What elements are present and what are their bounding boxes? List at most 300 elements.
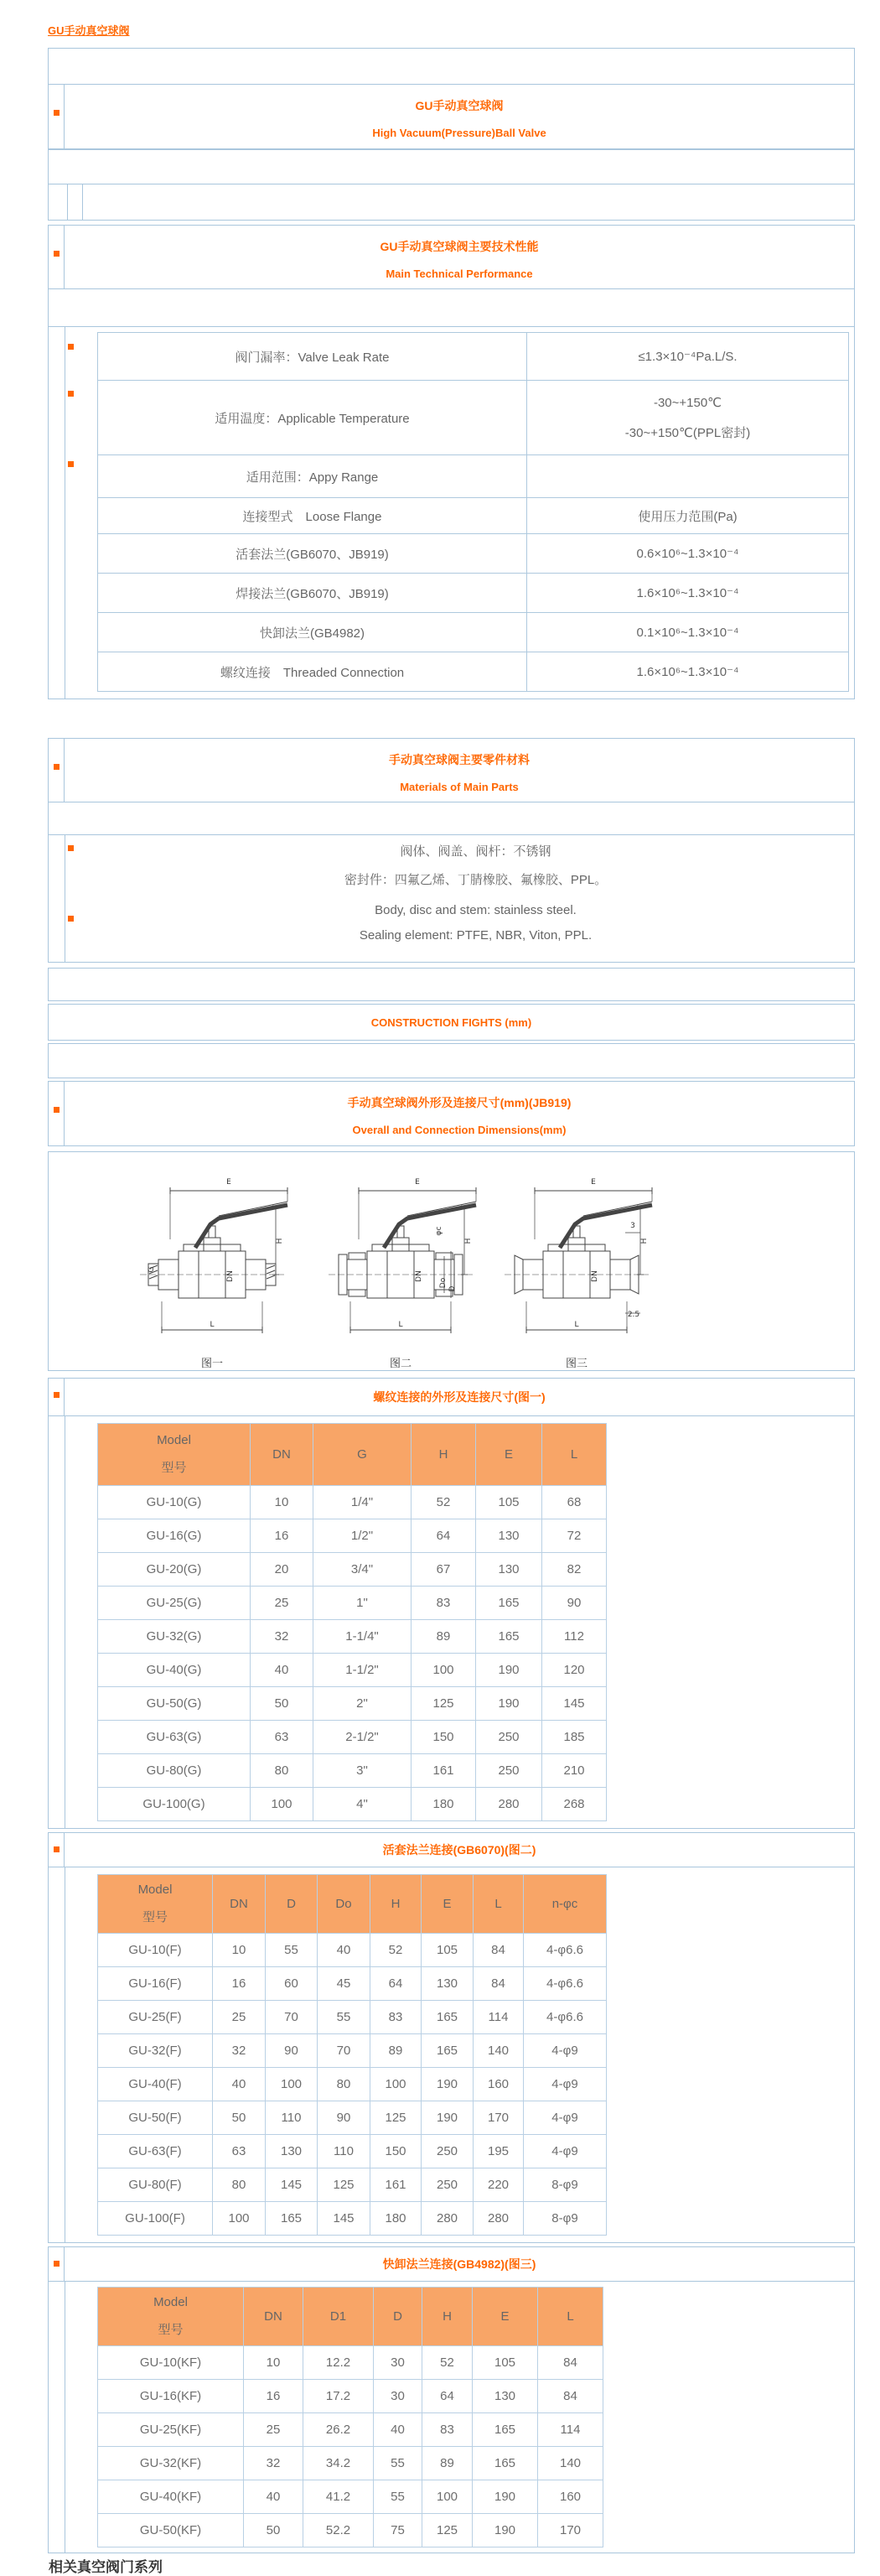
spec-cell: 75 — [374, 2514, 422, 2547]
table-row — [98, 1687, 607, 1721]
spec-cell: 52 — [422, 2346, 473, 2380]
spec-cell: 165 — [473, 2413, 538, 2447]
bullet-gutter — [49, 1379, 65, 1415]
bullet-icon — [68, 461, 74, 467]
spec-header-cell: DN — [251, 1424, 313, 1486]
performance-row — [98, 333, 848, 381]
dim-label: L — [210, 1321, 215, 1329]
spec-cell: 50 — [244, 2514, 303, 2547]
performance-label: 螺纹连接 Threaded Connection — [98, 652, 527, 691]
spec-cell: 110 — [318, 2135, 370, 2168]
spec-cell: 165 — [473, 2447, 538, 2480]
spec-cell: 268 — [542, 1788, 607, 1821]
spec-title-row — [49, 2247, 854, 2282]
spec-cell: 125 — [318, 2168, 370, 2202]
spec-cell: 140 — [538, 2447, 603, 2480]
spec-cell: GU-40(KF) — [98, 2480, 244, 2514]
spec-cell: 20 — [251, 1553, 313, 1587]
spec-cell: 100 — [266, 2068, 318, 2101]
spec-cell: 125 — [422, 2514, 473, 2547]
spec-cell: GU-40(F) — [98, 2068, 213, 2101]
intro-box — [48, 48, 855, 221]
spec-cell: 90 — [318, 2101, 370, 2135]
performance-title-zh: GU手动真空球阀主要技术性能 — [380, 240, 539, 253]
intro-title-zh: GU手动真空球阀 — [415, 99, 504, 112]
spec-cell: 84 — [538, 2380, 603, 2413]
dim-label: Do — [439, 1277, 448, 1289]
spec-cell: 12.2 — [303, 2346, 374, 2380]
figure-caption: 图二 — [389, 1357, 412, 1369]
spec-cell: 64 — [370, 1967, 422, 2001]
spec-cell: 165 — [266, 2202, 318, 2236]
spec-cell: 170 — [474, 2101, 524, 2135]
spec-header-cell: G — [313, 1424, 412, 1486]
spec-cell: 52.2 — [303, 2514, 374, 2547]
spec-cell: GU-10(F) — [98, 1934, 213, 1967]
spec-cell: 280 — [422, 2202, 474, 2236]
performance-row — [98, 652, 848, 691]
performance-value: 0.6×10⁶~1.3×10⁻⁴ — [636, 547, 739, 561]
table-row — [98, 2001, 607, 2034]
table-row — [98, 1654, 607, 1687]
spec-cell: 41.2 — [303, 2480, 374, 2514]
spec-cell: 3" — [313, 1754, 412, 1788]
performance-body — [49, 327, 854, 699]
spec-cell: GU-32(F) — [98, 2034, 213, 2068]
materials-section — [48, 738, 855, 963]
spec-header-cell: L — [474, 1875, 524, 1934]
spec-header-row — [98, 1875, 607, 1934]
intro-nested-cell — [68, 184, 83, 220]
dimensions-title-cell — [65, 1082, 854, 1145]
spec-cell: 280 — [474, 2202, 524, 2236]
spec-cell: 55 — [374, 2447, 422, 2480]
materials-line: 密封件：四氟乙烯、丁腈橡胶、氟橡胶、PPL。 — [344, 873, 608, 887]
spec-cell: 120 — [542, 1654, 607, 1687]
spec-cell: 50 — [251, 1687, 313, 1721]
spec-cell: 4-φ9 — [524, 2135, 607, 2168]
spec-cell: 1/2" — [313, 1519, 412, 1553]
spec-table-loose-flange — [97, 1874, 607, 2236]
spec-table-quick-release — [97, 2287, 603, 2547]
table-row — [98, 2202, 607, 2236]
dim-label: 2.5 — [627, 1311, 640, 1319]
spec-cell: 60 — [266, 1967, 318, 2001]
spec-cell: 180 — [370, 2202, 422, 2236]
spec-cell: 83 — [422, 2413, 473, 2447]
spec-header-cell: H — [412, 1424, 476, 1486]
spec-cell: 83 — [412, 1587, 476, 1620]
materials-title-zh: 手动真空球阀主要零件材料 — [389, 753, 530, 766]
dim-label: H — [640, 1238, 649, 1244]
spec-body — [49, 2282, 854, 2553]
spec-header-cell: Model 型号 — [98, 1875, 213, 1934]
spec-cell: 4-φ9 — [524, 2068, 607, 2101]
performance-label: 活套法兰(GB6070、JB919) — [98, 534, 527, 573]
performance-label: 适用温度：Applicable Temperature — [98, 381, 527, 454]
spec-cell: GU-25(G) — [98, 1587, 251, 1620]
spec-cell: 32 — [244, 2447, 303, 2480]
spec-body — [49, 1416, 854, 1828]
table-row — [98, 1553, 607, 1587]
performance-label: 连接型式 Loose Flange — [98, 498, 527, 533]
spec-cell: 4-φ9 — [524, 2101, 607, 2135]
spec-cell: 32 — [251, 1620, 313, 1654]
spec-cell: 52 — [412, 1486, 476, 1519]
spec-header-cell: L — [542, 1424, 607, 1486]
spec-cell: 2" — [313, 1687, 412, 1721]
spec-cell: 89 — [422, 2447, 473, 2480]
spec-cell: GU-63(G) — [98, 1721, 251, 1754]
spec-cell: 89 — [370, 2034, 422, 2068]
bullet-gutter — [49, 327, 65, 699]
spec-cell: 114 — [474, 2001, 524, 2034]
valve-diagram — [128, 1157, 296, 1353]
spec-cell: 83 — [370, 2001, 422, 2034]
spec-cell: 100 — [251, 1788, 313, 1821]
spec-cell: 185 — [542, 1721, 607, 1754]
performance-table — [97, 332, 849, 692]
spec-header-cell: L — [538, 2288, 603, 2346]
spec-cell: GU-16(F) — [98, 1967, 213, 2001]
spec-header-row — [98, 1424, 607, 1486]
spec-cell: 165 — [476, 1620, 542, 1654]
valve-diagram — [493, 1157, 660, 1353]
spec-title-row — [49, 1379, 854, 1416]
dim-label: DN — [226, 1270, 235, 1282]
figure-caption: 图三 — [565, 1357, 588, 1369]
bullet-icon — [68, 916, 74, 922]
spec-cell: 17.2 — [303, 2380, 374, 2413]
spec-cell: 280 — [476, 1788, 542, 1821]
spec-cell: 4" — [313, 1788, 412, 1821]
spec-cell: GU-25(F) — [98, 2001, 213, 2034]
performance-value — [527, 455, 848, 497]
spec-cell: 105 — [476, 1486, 542, 1519]
spec-cell: 150 — [370, 2135, 422, 2168]
bullet-icon — [68, 391, 74, 397]
spec-cell: 250 — [476, 1721, 542, 1754]
performance-label: 焊接法兰(GB6070、JB919) — [98, 574, 527, 612]
table-row — [98, 1620, 607, 1654]
table-row — [98, 1721, 607, 1754]
spec-header-cell: DN — [213, 1875, 266, 1934]
spec-cell: 165 — [422, 2034, 474, 2068]
spec-cell: 16 — [251, 1519, 313, 1553]
bullet-gutter — [49, 85, 65, 148]
performance-row — [98, 498, 848, 534]
spec-cell: 25 — [251, 1587, 313, 1620]
spec-cell: 105 — [422, 1934, 474, 1967]
spec-cell: 250 — [422, 2168, 474, 2202]
spec-cell: 130 — [422, 1967, 474, 2001]
dim-label: 3 — [630, 1222, 635, 1230]
intro-empty-row-2 — [49, 149, 854, 184]
spec-cell: 63 — [251, 1721, 313, 1754]
bullet-icon — [68, 344, 74, 350]
bullet-gutter — [49, 1416, 65, 1828]
spec-section-title: 快卸法兰连接(GB4982)(图三) — [382, 2257, 536, 2271]
dimensions-title-row — [49, 1082, 854, 1145]
spec-cell: 145 — [266, 2168, 318, 2202]
performance-row — [98, 381, 848, 455]
product-title-link[interactable]: GU手动真空球阀 — [48, 24, 130, 37]
spec-cell: GU-25(KF) — [98, 2413, 244, 2447]
spec-cell: GU-32(KF) — [98, 2447, 244, 2480]
spec-cell: 1-1/2" — [313, 1654, 412, 1687]
spec-cell: GU-10(G) — [98, 1486, 251, 1519]
table-row — [98, 1967, 607, 2001]
spec-cell: 16 — [213, 1967, 266, 2001]
construction-heading: CONSTRUCTION FIGHTS (mm) — [370, 1015, 532, 1029]
dim-label: L — [398, 1321, 403, 1329]
spec-cell: 190 — [476, 1687, 542, 1721]
spec-cell: 145 — [318, 2202, 370, 2236]
intro-title-cell — [65, 85, 854, 148]
spec-cell: 55 — [266, 1934, 318, 1967]
figure-1 — [128, 1157, 296, 1370]
performance-value: 使用压力范围(Pa) — [638, 509, 738, 524]
bullet-icon — [54, 1107, 60, 1113]
intro-title-row — [49, 85, 854, 149]
spec-cell: 8-φ9 — [524, 2202, 607, 2236]
performance-row — [98, 455, 848, 498]
performance-title-en: Main Technical Performance — [386, 267, 533, 280]
performance-value: 0.1×10⁶~1.3×10⁻⁴ — [636, 626, 739, 640]
spec-cell: 160 — [474, 2068, 524, 2101]
spec-cell: 190 — [473, 2514, 538, 2547]
spec-cell: GU-80(G) — [98, 1754, 251, 1788]
materials-title-cell — [65, 739, 854, 802]
spec-cell: GU-50(F) — [98, 2101, 213, 2135]
spec-cell: 55 — [318, 2001, 370, 2034]
spec-cell: 100 — [412, 1654, 476, 1687]
spec-cell: 40 — [251, 1654, 313, 1687]
spec-cell: GU-100(G) — [98, 1788, 251, 1821]
spec-cell: 130 — [476, 1553, 542, 1587]
materials-title-en: Materials of Main Parts — [400, 781, 519, 793]
spec-cell: 112 — [542, 1620, 607, 1654]
spec-cell: 4-φ6.6 — [524, 1967, 607, 2001]
spec-cell: GU-10(KF) — [98, 2346, 244, 2380]
spec-cell: 161 — [370, 2168, 422, 2202]
spec-cell: 130 — [266, 2135, 318, 2168]
spec-cell: 89 — [412, 1620, 476, 1654]
spec-cell: GU-63(F) — [98, 2135, 213, 2168]
spec-section-loose-flange — [48, 1832, 855, 2243]
spec-header-cell: H — [370, 1875, 422, 1934]
spec-header-cell: D — [266, 1875, 318, 1934]
spec-cell: 140 — [474, 2034, 524, 2068]
spec-cell: 34.2 — [303, 2447, 374, 2480]
spec-cell: 10 — [251, 1486, 313, 1519]
spec-cell: 72 — [542, 1519, 607, 1553]
spec-cell: 110 — [266, 2101, 318, 2135]
table-row — [98, 2346, 603, 2380]
materials-item-zh — [97, 842, 854, 888]
performance-label: 阀门漏率：Valve Leak Rate — [98, 333, 527, 380]
performance-title-row — [49, 226, 854, 289]
dimensions-title-zh: 手动真空球阀外形及连接尺寸(mm)(JB919) — [347, 1096, 572, 1109]
spec-cell: GU-16(KF) — [98, 2380, 244, 2413]
spec-cell: GU-20(G) — [98, 1553, 251, 1587]
spec-cell: 130 — [476, 1519, 542, 1553]
spec-cell: 30 — [374, 2380, 422, 2413]
table-row — [98, 2034, 607, 2068]
bullet-icon — [54, 110, 60, 116]
spec-cell: 8-φ9 — [524, 2168, 607, 2202]
dimensions-title-en: Overall and Connection Dimensions(mm) — [352, 1124, 567, 1136]
materials-line: Body, disc and stem: stainless steel. — [375, 903, 577, 917]
table-row — [98, 2135, 607, 2168]
spec-cell: 250 — [476, 1754, 542, 1788]
dim-label: DN — [415, 1270, 423, 1282]
intro-empty-row — [49, 49, 854, 85]
spec-cell: 190 — [476, 1654, 542, 1687]
bullet-gutter — [49, 1833, 65, 1867]
spec-cell: 52 — [370, 1934, 422, 1967]
table-row — [98, 2480, 603, 2514]
spec-cell: GU-32(G) — [98, 1620, 251, 1654]
intro-title-en: High Vacuum(Pressure)Ball Valve — [372, 127, 546, 139]
spec-header-cell: H — [422, 2288, 473, 2346]
spec-cell: GU-40(G) — [98, 1654, 251, 1687]
spec-section-title: 螺纹连接的外形及连接尺寸(图一) — [373, 1390, 546, 1404]
spec-section-title: 活套法兰连接(GB6070)(图二) — [382, 1843, 536, 1857]
intro-nested-row — [49, 184, 854, 220]
bullet-icon — [54, 764, 60, 770]
spec-cell: 30 — [374, 2346, 422, 2380]
spec-cell: 150 — [412, 1721, 476, 1754]
table-row — [98, 1754, 607, 1788]
spec-cell: 70 — [318, 2034, 370, 2068]
spec-header-cell: D1 — [303, 2288, 374, 2346]
spec-cell: 180 — [412, 1788, 476, 1821]
spec-cell: 250 — [422, 2135, 474, 2168]
figures-box — [48, 1151, 855, 1371]
dim-label: E — [226, 1178, 231, 1187]
performance-title-cell — [65, 226, 854, 288]
spec-cell: 80 — [318, 2068, 370, 2101]
spec-cell: 100 — [370, 2068, 422, 2101]
performance-row — [98, 534, 848, 574]
spec-cell: GU-16(G) — [98, 1519, 251, 1553]
performance-empty-row — [49, 289, 854, 327]
performance-value: 1.6×10⁶~1.3×10⁻⁴ — [636, 665, 739, 679]
spec-header-cell: E — [422, 1875, 474, 1934]
spec-cell: 32 — [213, 2034, 266, 2068]
spec-section-quick-release — [48, 2246, 855, 2553]
materials-line: Sealing element: PTFE, NBR, Viton, PPL. — [359, 928, 593, 943]
spec-cell: 160 — [538, 2480, 603, 2514]
spec-cell: 145 — [542, 1687, 607, 1721]
table-row — [98, 1934, 607, 1967]
performance-section — [48, 225, 855, 699]
spec-header-cell: n-φc — [524, 1875, 607, 1934]
bullet-icon — [54, 251, 60, 257]
dim-label: L — [574, 1321, 579, 1329]
spec-cell: 50 — [213, 2101, 266, 2135]
spec-cell: 10 — [244, 2346, 303, 2380]
spec-header-row — [98, 2288, 603, 2346]
dim-label: φc — [435, 1226, 443, 1236]
performance-label: 适用范围：Appy Range — [98, 455, 527, 497]
spec-cell: 130 — [473, 2380, 538, 2413]
spacer-box — [48, 1043, 855, 1078]
spec-title-row — [49, 1833, 854, 1867]
table-row — [98, 2447, 603, 2480]
spec-cell: 63 — [213, 2135, 266, 2168]
spec-cell: 90 — [266, 2034, 318, 2068]
performance-row — [98, 613, 848, 652]
spec-cell: 165 — [476, 1587, 542, 1620]
spec-cell: 80 — [213, 2168, 266, 2202]
spec-cell: 105 — [473, 2346, 538, 2380]
spec-cell: 125 — [370, 2101, 422, 2135]
spec-table-threaded — [97, 1423, 607, 1821]
table-row — [98, 2380, 603, 2413]
figure-3 — [493, 1157, 660, 1370]
performance-row — [98, 574, 848, 613]
spec-cell: 40 — [374, 2413, 422, 2447]
spec-cell: 90 — [542, 1587, 607, 1620]
spec-cell: 170 — [538, 2514, 603, 2547]
spec-body — [49, 1867, 854, 2242]
spec-cell: 220 — [474, 2168, 524, 2202]
spec-cell: GU-80(F) — [98, 2168, 213, 2202]
spec-cell: 195 — [474, 2135, 524, 2168]
table-row — [98, 1587, 607, 1620]
spec-cell: 68 — [542, 1486, 607, 1519]
bullet-icon — [68, 845, 74, 851]
spec-cell: 84 — [538, 2346, 603, 2380]
table-row — [98, 1486, 607, 1519]
dim-label: H — [276, 1238, 284, 1244]
figure-2 — [317, 1157, 484, 1370]
bullet-gutter — [49, 835, 65, 962]
spec-cell: 64 — [412, 1519, 476, 1553]
dim-label: D — [448, 1285, 457, 1292]
spec-cell: 125 — [412, 1687, 476, 1721]
spec-cell: 40 — [244, 2480, 303, 2514]
spec-cell: 16 — [244, 2380, 303, 2413]
spec-cell: 4-φ6.6 — [524, 2001, 607, 2034]
spec-cell: 25 — [213, 2001, 266, 2034]
spec-section-threaded — [48, 1378, 855, 1829]
spec-cell: 1/4" — [313, 1486, 412, 1519]
bullet-gutter — [49, 739, 65, 802]
spec-header-cell: Do — [318, 1875, 370, 1934]
bullet-gutter — [49, 226, 65, 288]
valve-diagram — [317, 1157, 484, 1353]
bullet-gutter — [49, 2247, 65, 2281]
spec-cell: 190 — [473, 2480, 538, 2514]
spec-cell: 165 — [422, 2001, 474, 2034]
spec-cell: 190 — [422, 2101, 474, 2135]
spec-cell: 70 — [266, 2001, 318, 2034]
dim-label: E — [415, 1178, 420, 1187]
figures-row — [49, 1152, 854, 1370]
spec-cell: 1-1/4" — [313, 1620, 412, 1654]
bullet-gutter — [49, 2282, 65, 2553]
dim-label: H — [464, 1238, 473, 1244]
performance-value: -30~+150℃ -30~+150℃(PPL密封) — [624, 395, 751, 440]
bullet-gutter — [49, 1867, 65, 2242]
bullet-icon — [54, 1392, 60, 1398]
table-row — [98, 2168, 607, 2202]
spec-cell: GU-50(G) — [98, 1687, 251, 1721]
related-series-heading: 相关真空阀门系列 — [49, 2559, 163, 2575]
